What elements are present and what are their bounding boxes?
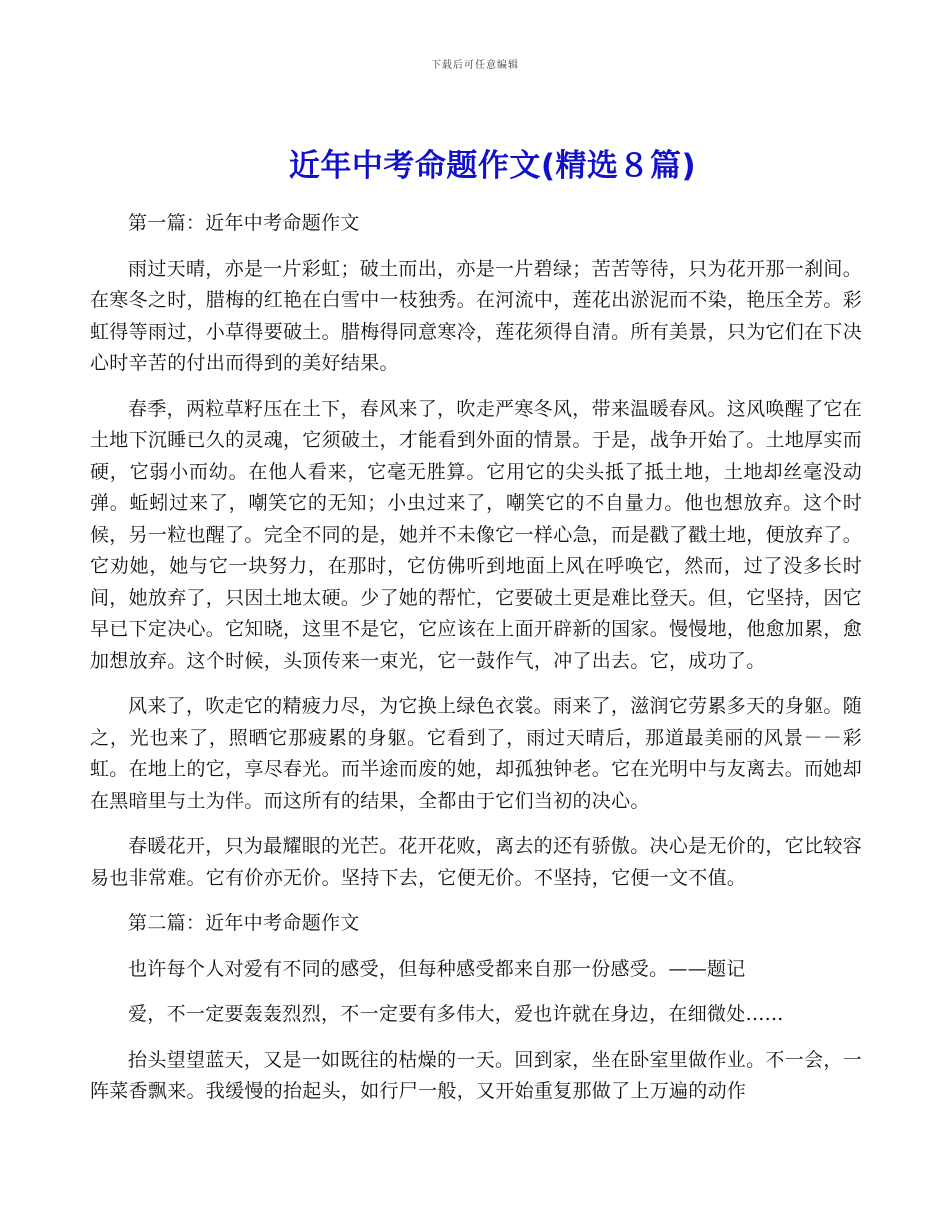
section-heading-1: 第一篇：近年中考命题作文	[128, 212, 360, 234]
header-note: 下载后可任意编辑	[431, 60, 519, 71]
paragraph: 雨过天晴，亦是一片彩虹；破土而出，亦是一片碧绿；苦苦等待，只为花开那一刹间。在寒冬之时，腊梅的红艳在白雪中一枝独秀。在河流中，莲花出淤泥而不染，艳压全芳。彩虹得等雨过，小草得要破土。腊梅得同意寒冷，莲花须得自清。所有美景，只为它们在下决心时辛苦的付出而得到的美好结果。	[90, 257, 863, 374]
paragraph: 风来了，吹走它的精疲力尽，为它换上绿色衣裳。雨来了，滋润它劳累多天的身躯。随之，光也来了，照晒它那疲累的身躯。它看到了，雨过天晴后，那道最美丽的风景－－彩虹。在地上的它，享尽春光。而半途而废的她，却孤独钟老。它在光明中与友离去。而她却在黑暗里与土为伴。而这所有的结果，全都由于它们当初的决心。	[90, 695, 863, 812]
paragraph: 抬头望望蓝天，又是一如既往的枯燥的一天。回到家，坐在卧室里做作业。不一会，一阵菜香飘来。我缓慢的抬起头，如行尸一般，又开始重复那做了上万遍的动作	[90, 1048, 862, 1102]
paragraph: 春季，两粒草籽压在土下，春风来了，吹走严寒冬风，带来温暖春风。这风唤醒了它在土地下沉睡已久的灵魂，它须破土，才能看到外面的情景。于是，战争开始了。土地厚实而硬，它弱小而幼。在他人看来，它毫无胜算。它用它的尖头抵了抵土地，土地却丝毫没动弹。蚯蚓过来了，嘲笑它的无知；小虫过来了，嘲笑它的不自量力。他也想放弃。这个时候，另一粒也醒了。完全不同的是，她并不未像它一样心急，而是戳了戳土地，便放弃了。它劝她，她与它一块努力，在那时，它仿佛听到地面上风在呼唤它，然而，过了没多长时间，她放弃了，只因土地太硬。少了她的帮忙，它要破土更是难比登天。但，它坚持，因它早已下定决心。它知晓，这里不是它，它应该在上面开辟新的国家。慢慢地，他愈加累，愈加想放弃。这个时候，头顶传来一束光，它一鼓作气，冲了出去。它，成功了。	[90, 397, 863, 672]
paragraph: 爱，不一定要轰轰烈烈，不一定要有多伟大，爱也许就在身边，在细微处......	[128, 1003, 784, 1025]
document-title: 近年中考命题作文(精选８篇)	[288, 148, 697, 184]
section-heading-2: 第二篇：近年中考命题作文	[128, 912, 360, 934]
document-body	[90, 208, 862, 1122]
epigraph: 也许每个人对爱有不同的感受，但每种感受都来自那一份感受。——题记	[128, 957, 746, 980]
paragraph: 春暖花开，只为最耀眼的光芒。花开花败，离去的还有骄傲。决心是无价的，它比较容易也非常难。它有价亦无价。坚持下去，它便无价。不坚持，它便一文不值。	[90, 835, 862, 889]
